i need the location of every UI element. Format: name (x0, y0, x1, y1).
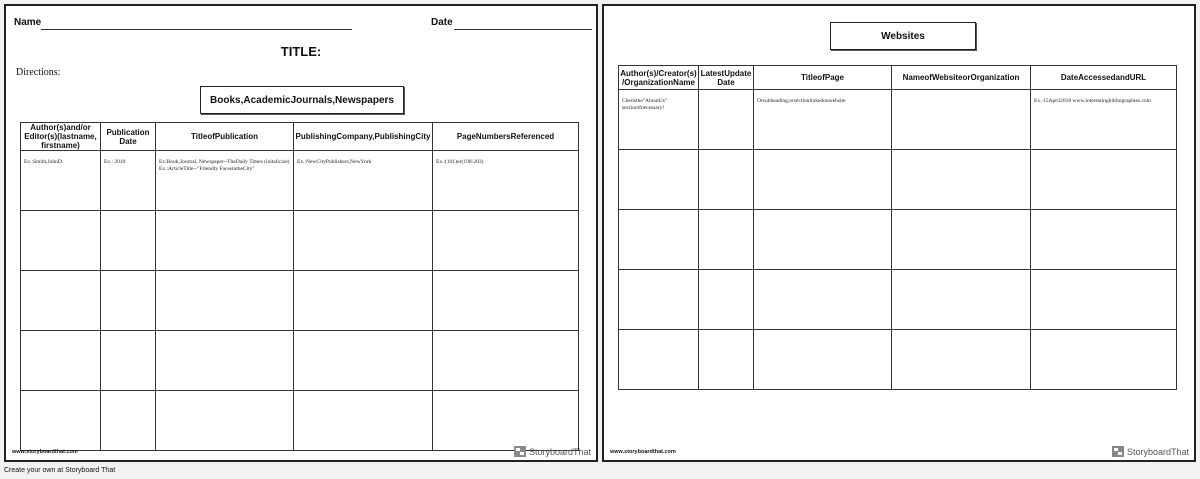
example-text: Ex.:15April2018 www.interestingbibliographies.com (1034, 98, 1151, 104)
footer-url: www.storyboardthat.com (610, 449, 676, 455)
table-row (619, 210, 1177, 270)
storyboardthat-logo (514, 446, 591, 457)
table-row (619, 270, 1177, 330)
table-cell[interactable] (892, 270, 1031, 330)
books-header-row (21, 123, 579, 151)
table-cell[interactable] (619, 210, 699, 270)
storyboardthat-logo (1112, 446, 1189, 457)
websites-citation-table (618, 65, 1177, 390)
logo-text: StoryboardThat (528, 446, 591, 457)
storyboardthat-logo-icon (514, 446, 526, 457)
table-cell[interactable] (699, 330, 754, 390)
table-cell[interactable] (699, 210, 754, 270)
table-cell[interactable] (892, 90, 1031, 150)
table-cell[interactable] (21, 151, 101, 211)
table-cell[interactable] (619, 330, 699, 390)
table-cell[interactable] (892, 210, 1031, 270)
column-header: PublishingCompany,PublishingCity (294, 123, 433, 151)
table-cell[interactable] (619, 90, 699, 150)
example-text: Ex.:Smith,JohnD. (24, 159, 64, 165)
table-row (619, 330, 1177, 390)
table-cell[interactable] (1031, 90, 1177, 150)
column-header: PageNumbersReferenced (433, 123, 579, 151)
table-cell[interactable] (754, 150, 892, 210)
example-text: Ex:Book,Journal, Newspaper--TheDaily Times (initalicize) Ex.:ArticleTitle--"Friendly FacesintheCity" (159, 159, 290, 172)
column-header: NameofWebsiteorOrganization (892, 66, 1031, 90)
column-header: LatestUpdate Date (699, 66, 754, 90)
table-cell[interactable] (754, 330, 892, 390)
right-worksheet-page (602, 4, 1196, 462)
table-cell[interactable] (892, 150, 1031, 210)
table-cell[interactable] (433, 151, 579, 211)
table-cell[interactable] (433, 331, 579, 391)
example-text (699, 90, 753, 98)
table-cell[interactable] (294, 151, 433, 211)
left-worksheet-page (4, 4, 598, 462)
column-header: TitleofPage (754, 66, 892, 90)
example-text: Ex.:(101)or(198-203) (436, 159, 484, 165)
column-header: DateAccessedandURL (1031, 66, 1177, 90)
table-cell[interactable] (754, 270, 892, 330)
websites-header-row (619, 66, 1177, 90)
example-text: Ex.: 2010 (104, 159, 126, 165)
column-header: Author(s)/Creator(s) /OrganizationName (619, 66, 699, 90)
websites-section-label: Websites (830, 22, 976, 50)
table-cell[interactable] (156, 271, 294, 331)
table-cell[interactable] (1031, 330, 1177, 390)
example-text (892, 90, 1030, 98)
table-cell[interactable] (21, 211, 101, 271)
table-cell[interactable] (101, 151, 156, 211)
table-cell[interactable] (101, 331, 156, 391)
table-cell[interactable] (754, 90, 892, 150)
table-cell[interactable] (1031, 150, 1177, 210)
footer-url: www.storyboardthat.com (12, 449, 78, 455)
table-cell[interactable] (1031, 270, 1177, 330)
table-row (21, 211, 579, 271)
table-cell[interactable] (892, 330, 1031, 390)
table-cell[interactable] (294, 211, 433, 271)
table-cell[interactable] (754, 210, 892, 270)
table-cell[interactable] (699, 270, 754, 330)
example-text: Ex.:NewCityPublishers,NewYork (297, 159, 372, 165)
table-cell[interactable] (294, 271, 433, 331)
table-cell[interactable] (294, 331, 433, 391)
create-caption: Create your own at Storyboard That (4, 467, 116, 474)
table-cell[interactable] (21, 271, 101, 331)
table-cell[interactable] (101, 211, 156, 271)
table-row (21, 391, 579, 451)
logo-text: StoryboardThat (1126, 446, 1189, 457)
page-title: TITLE: (280, 44, 322, 59)
table-cell[interactable] (156, 391, 294, 451)
table-cell[interactable] (433, 271, 579, 331)
table-cell[interactable] (1031, 210, 1177, 270)
example-text: Orsubheading,orsectionlinkedonwebsite (757, 98, 846, 104)
table-cell[interactable] (156, 331, 294, 391)
table-cell[interactable] (21, 391, 101, 451)
date-line (454, 29, 592, 30)
name-line (41, 29, 352, 30)
table-row (21, 271, 579, 331)
column-header: TitleofPublication (156, 123, 294, 151)
table-cell[interactable] (699, 150, 754, 210)
column-header: Author(s)and/or Editor(s)(lastname, firstname) (21, 123, 101, 151)
table-cell[interactable] (699, 90, 754, 150)
example-row (619, 90, 1177, 150)
table-cell[interactable] (619, 270, 699, 330)
table-cell[interactable] (101, 391, 156, 451)
books-citation-table (20, 122, 579, 451)
table-cell[interactable] (433, 391, 579, 451)
books-section-label: Books,AcademicJournals,Newspapers (200, 86, 404, 114)
column-header: Publication Date (101, 123, 156, 151)
table-cell[interactable] (294, 391, 433, 451)
example-text: Checkthe"AboutUs" sectionifnecessary! (622, 98, 668, 111)
example-row (21, 151, 579, 211)
table-cell[interactable] (156, 211, 294, 271)
table-row (619, 150, 1177, 210)
table-cell[interactable] (101, 271, 156, 331)
table-row (21, 331, 579, 391)
directions-label: Directions: (16, 67, 61, 78)
date-label: Date (431, 17, 453, 28)
name-label: Name (14, 17, 42, 28)
table-cell[interactable] (433, 211, 579, 271)
table-cell[interactable] (619, 150, 699, 210)
storyboardthat-logo-icon (1112, 446, 1124, 457)
table-cell[interactable] (21, 331, 101, 391)
table-cell[interactable] (156, 151, 294, 211)
